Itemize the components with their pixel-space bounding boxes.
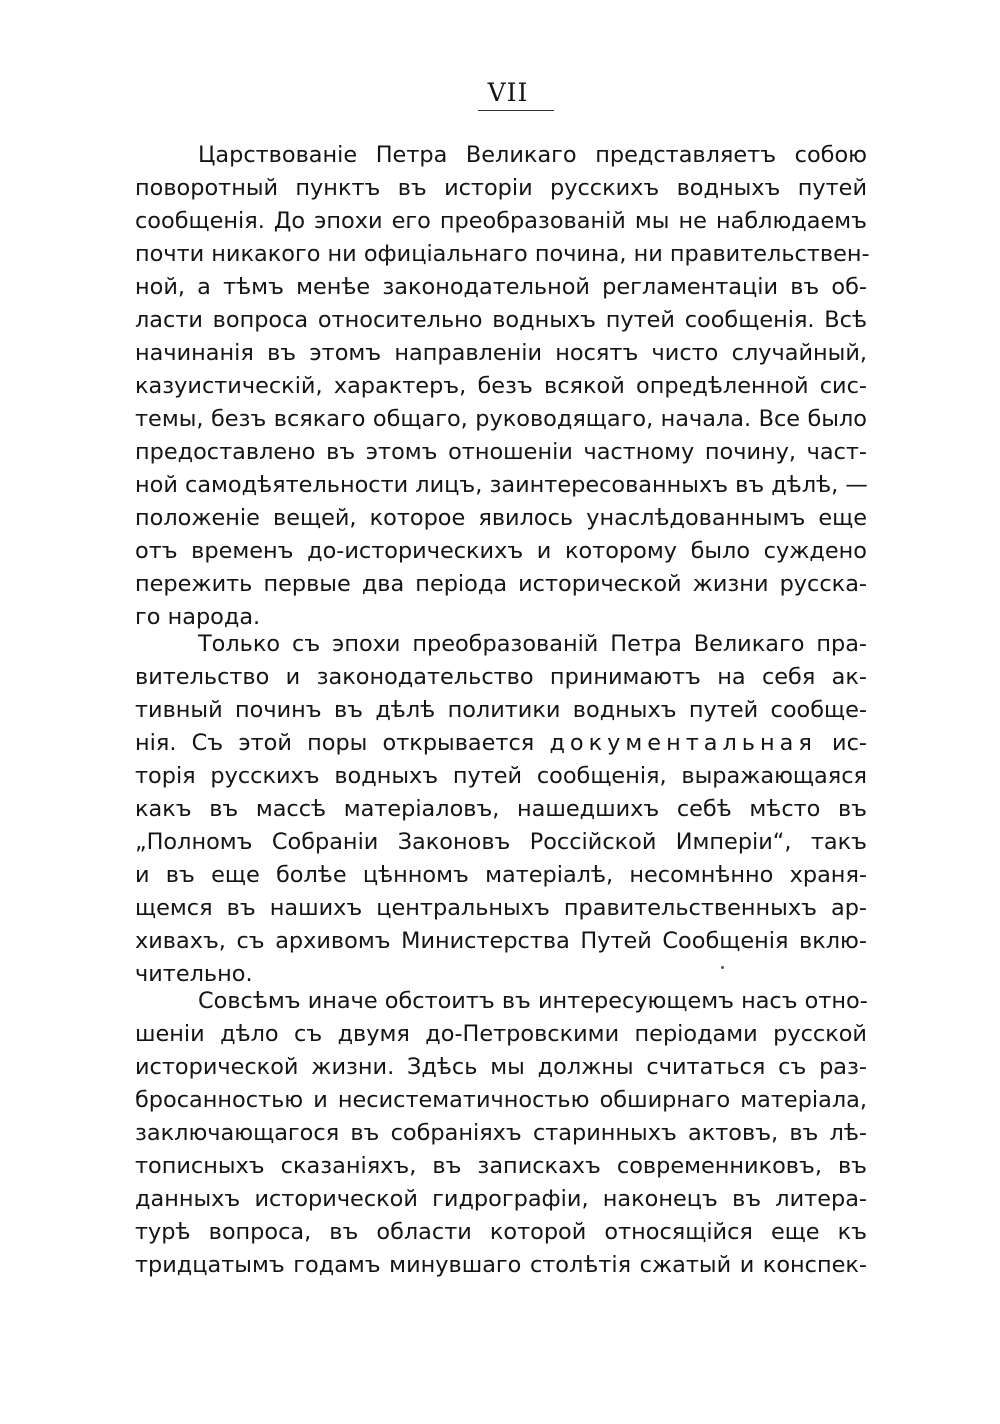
paragraph-2-line-4-start: нія. Съ этой поры открывается: [135, 730, 535, 756]
page-number: VII: [487, 78, 529, 107]
paragraph-2-line-1: Только съ эпохи преобразованій Петра Великаго пра-: [198, 631, 867, 657]
paragraph-1-line-7: начинанія въ этомъ направленіи носятъ чисто случайный,: [135, 340, 867, 366]
paragraph-3-line-7: данныхъ исторической гидрографіи, наконецъ въ литера-: [135, 1186, 867, 1212]
paragraph-3-line-1: Совсѣмъ иначе обстоитъ въ интересующемъ насъ отно-: [198, 988, 868, 1014]
paragraph-2-line-4: [135, 727, 867, 760]
paragraph-2-line-10: хивахъ, съ архивомъ Министерства Путей Сообщенія вклю-: [135, 928, 867, 954]
paragraph-2-line-6: какъ въ массѣ матеріаловъ, нашедшихъ себѣ мѣсто въ: [135, 796, 867, 822]
paragraph-1-line-3: сообщенія. До эпохи его преобразованій мы не наблюдаемъ: [135, 208, 867, 234]
emphasized-word-documental: документальная: [549, 730, 817, 756]
paragraph-1-line-14: пережить первые два періода исторической жизни русска-: [135, 571, 867, 597]
paragraph-3-line-6: тописныхъ сказаніяхъ, въ запискахъ современниковъ, въ: [135, 1153, 867, 1179]
paragraph-1-line-4: почти никакого ни офиціальнаго почина, ни правительствен-: [135, 241, 870, 267]
paragraph-1-line-6: ласти вопроса относительно водныхъ путей сообщенія. Всѣ: [135, 307, 867, 333]
paragraph-2-line-4-end: ис-: [832, 730, 867, 756]
paragraph-1-line-15: го народа.: [135, 604, 261, 630]
header-rule: [478, 110, 554, 111]
paragraph-1-line-11: ной самодѣятельности лицъ, заинтересованныхъ въ дѣлѣ, —: [135, 472, 868, 498]
paragraph-2-line-8: и въ еще болѣе цѣнномъ матеріалѣ, несомнѣнно храня-: [135, 862, 867, 888]
paragraph-2-line-11: чительно.: [135, 961, 253, 987]
paragraph-1-line-2: поворотный пунктъ въ исторіи русскихъ водныхъ путей: [135, 175, 867, 201]
paragraph-3-line-4: бросанностью и несистематичностью обширнаго матеріала,: [135, 1087, 867, 1113]
paragraph-2-line-2: вительство и законодательство принимаютъ на себя ак-: [135, 664, 867, 690]
paragraph-1-line-8: казуистическій, характеръ, безъ всякой опредѣленной сис-: [135, 373, 867, 399]
paragraph-3-line-2: шеніи дѣло съ двумя до-Петровскими періодами русской: [135, 1021, 867, 1047]
paragraph-2-line-3: тивный починъ въ дѣлѣ политики водныхъ путей сообще-: [135, 697, 867, 723]
paragraph-1-line-1: Царствованіе Петра Великаго представляетъ собою: [198, 142, 867, 168]
paragraph-2-line-9: щемся въ нашихъ центральныхъ правительственныхъ ар-: [135, 895, 867, 921]
paragraph-1-line-12: положеніе вещей, которое явилось унаслѣдованнымъ еще: [135, 505, 867, 531]
paragraph-2-line-5: торія русскихъ водныхъ путей сообщенія, выражающаяся: [135, 763, 867, 789]
paragraph-3-line-5: заключающагося въ собраніяхъ старинныхъ актовъ, въ лѣ-: [135, 1120, 867, 1146]
paragraph-1-line-5: ной, а тѣмъ менѣе законодательной регламентаціи въ об-: [135, 274, 867, 300]
paragraph-2-line-7: „Полномъ Собраніи Законовъ Россійской Имперіи“, такъ: [135, 829, 867, 855]
paragraph-3-line-3: исторической жизни. Здѣсь мы должны считаться съ раз-: [135, 1054, 867, 1080]
print-speck: [721, 966, 724, 969]
paragraph-1-line-13: отъ временъ до-историческихъ и которому было суждено: [135, 538, 867, 564]
paragraph-1-line-10: предоставлено въ этомъ отношеніи частному почину, част-: [135, 439, 867, 465]
paragraph-3-line-9: тридцатымъ годамъ минувшаго столѣтія сжатый и конспек-: [135, 1252, 867, 1278]
paragraph-1-line-9: темы, безъ всякаго общаго, руководящаго, начала. Все было: [135, 406, 867, 432]
paragraph-3-line-8: турѣ вопроса, въ области которой относящійся еще къ: [135, 1219, 867, 1245]
